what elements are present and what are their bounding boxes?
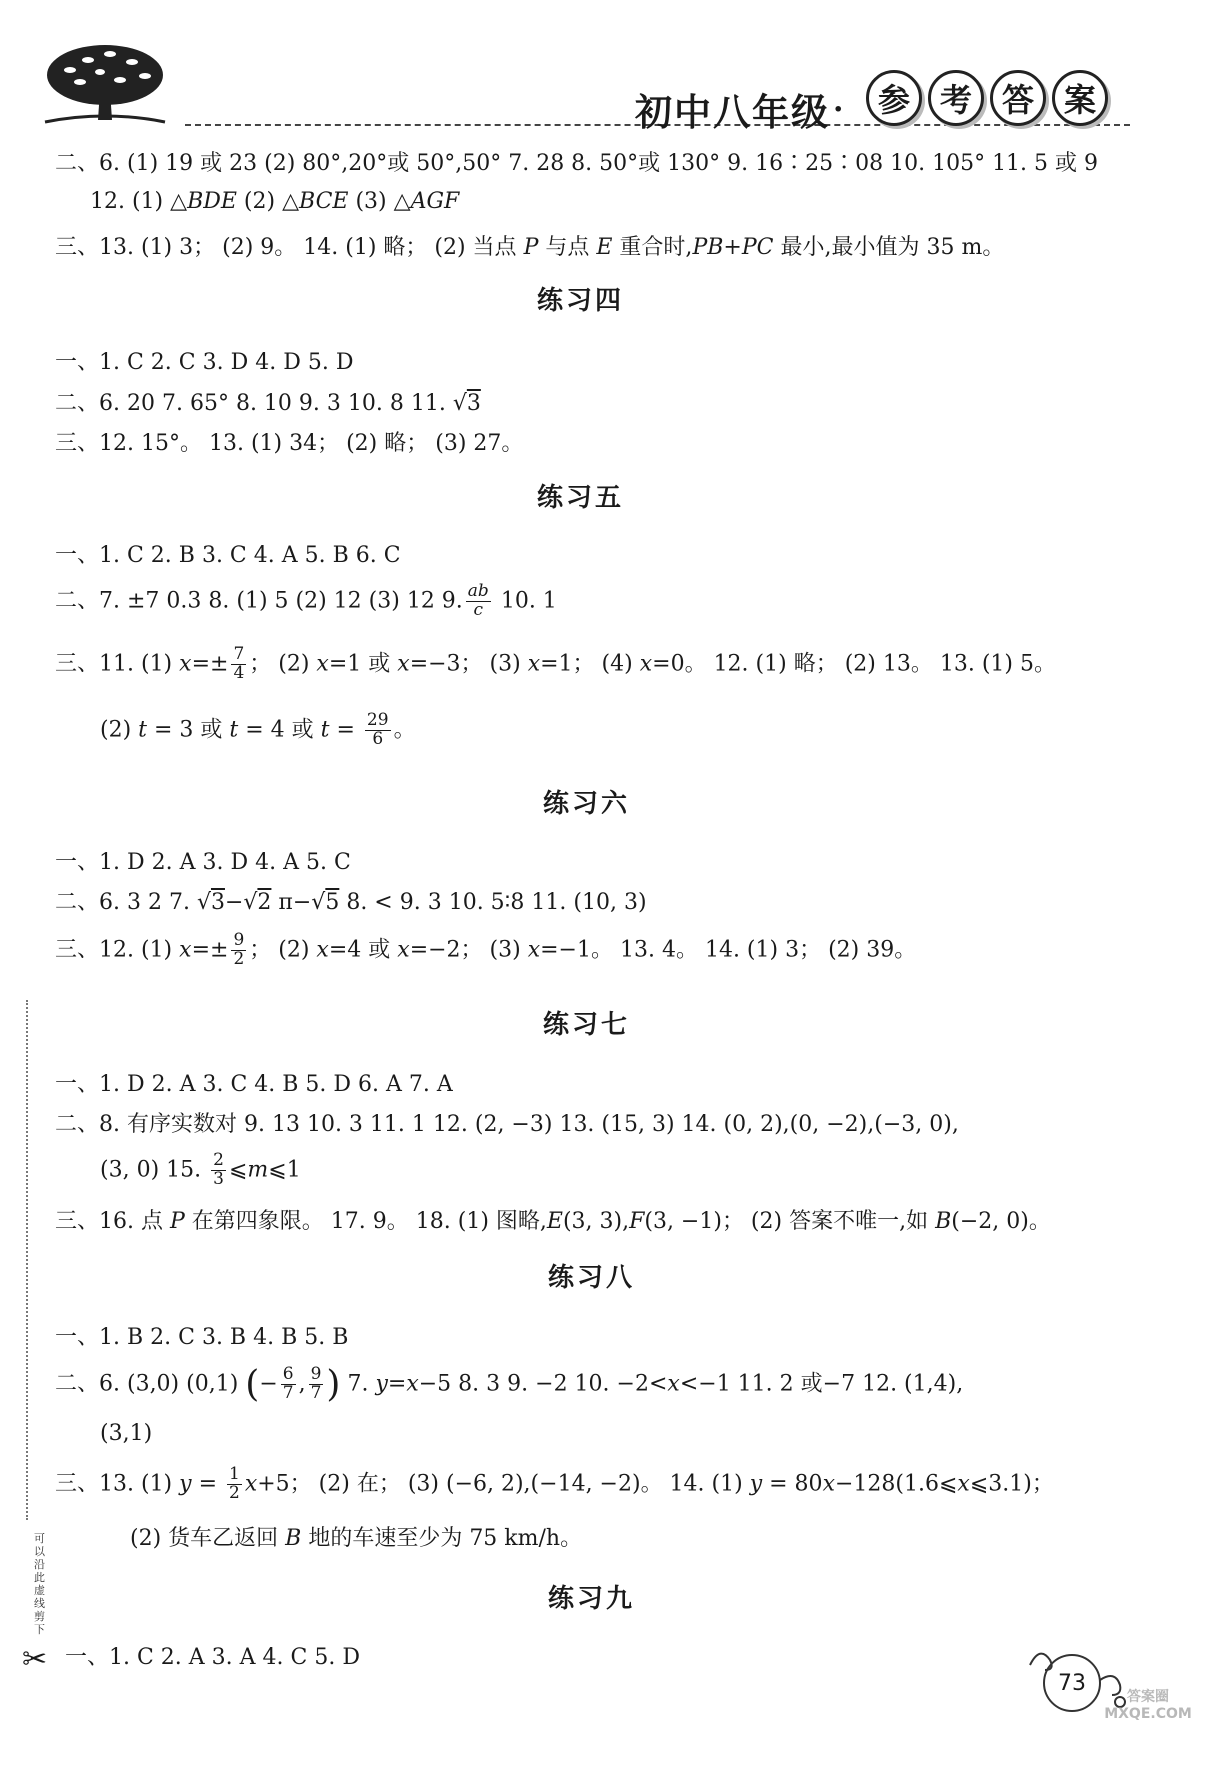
fraction: $\frac{29}{6}$ (366, 710, 389, 749)
answer-line: 三、11. (1) x=± $\frac{7}{4}$ ； (2) x=1 或 x=−3； (3) x=1； (4) x=0。 12. (1) 略； (2) 13。 13. (1) 5。 (55, 644, 1056, 683)
answer-line: 三、16. 点 P 在第四象限。 17. 9。 18. (1) 图略,E(3, 3),F(3, −1)； (2) 答案不唯一,如 B(−2, 0)。 (55, 1209, 1051, 1234)
answer-line: 一、1. C 2. A 3. A 4. C 5. D (65, 1645, 360, 1670)
answer-line: 三、13. (1) 3； (2) 9。 14. (1) 略； (2) 当点 P 与点 E 重合时,PB+PC 最小,最小值为 35 m。 (55, 235, 1005, 260)
fraction: $\frac{2}{3}$ (213, 1150, 224, 1189)
answer-line: 二、6. (1) 19 或 23 (2) 80°,20°或 50°,50° 7. 28 8. 50°或 130° 9. 16∶25∶08 10. 105° 11. 5 或 9 (55, 151, 1099, 176)
answer-line: 一、1. C 2. B 3. C 4. A 5. B 6. C (55, 543, 401, 568)
answer-line: (2) t = 3 或 t = 4 或 t = $\frac{29}{6}$ 。 (100, 710, 416, 749)
badge-char: 案 (1052, 70, 1108, 126)
section-heading: 练习四 (537, 286, 625, 316)
cut-guide-line (26, 1000, 28, 1520)
answer-key-badges (866, 70, 1108, 126)
answer-line: 二、6. 3 2 7. √3−√2 π−√5 8. < 9. 3 10. 5∶8 11. (10, 3) (55, 890, 647, 915)
section-heading: 练习八 (548, 1263, 636, 1293)
cut-note: 可以沿此虚线剪下 (34, 1532, 45, 1636)
fraction: $\frac{9}{7}$ (310, 1364, 322, 1403)
badge-char: 答 (990, 70, 1046, 126)
answer-line: (3,1) (100, 1421, 153, 1446)
scissors-icon: ✂ (22, 1642, 48, 1677)
section-heading: 练习九 (548, 1584, 636, 1614)
answer-line: 一、1. D 2. A 3. D 4. A 5. C (55, 850, 351, 875)
answer-line: 三、13. (1) y = $\frac{1}{2}$ x+5； (2) 在； (3) (−6, 2),(−14, −2)。 14. (1) y = 80x−128(1.6⩽x⩽3.1)； (55, 1464, 1054, 1503)
answer-line: 一、1. D 2. A 3. C 4. B 5. D 6. A 7. A (55, 1072, 453, 1097)
grade-title: 初中八年级 (635, 90, 830, 134)
badge-char: 参 (866, 70, 922, 126)
answer-line: (2) 货车乙返回 B 地的车速至少为 75 km/h。 (130, 1526, 583, 1551)
section-heading: 练习六 (543, 789, 631, 819)
badge-char: 考 (928, 70, 984, 126)
answer-line: 二、7. ±7 0.3 8. (1) 5 (2) 12 (3) 12 9. $\frac{ab}{c}$ 10. 1 (55, 581, 557, 620)
answer-line: 三、12. 15°。 13. (1) 34； (2) 略； (3) 27。 (55, 431, 524, 456)
section-heading: 练习七 (543, 1010, 631, 1040)
fraction: $\frac{1}{2}$ (229, 1464, 240, 1503)
answer-line: 一、1. C 2. C 3. D 4. D 5. D (55, 350, 354, 375)
fraction: $\frac{ab}{c}$ (467, 581, 489, 620)
answer-line: 一、1. B 2. C 3. B 4. B 5. B (55, 1325, 349, 1350)
tree-logo-icon (40, 40, 170, 125)
watermark-logo: 答案圈 MXQE.COM (1104, 1689, 1192, 1722)
page-header (0, 0, 1224, 140)
answer-line: 二、8. 有序实数对 9. 13 10. 3 11. 1 12. (2, −3) 13. (15, 3) 14. (0, 2),(0, −2),(−3, 0), (55, 1112, 959, 1137)
answer-line: (3, 0) 15. $\frac{2}{3}$ ⩽m⩽1 (100, 1150, 301, 1189)
title-separator: · (833, 92, 844, 127)
fraction: $\frac{6}{7}$ (282, 1364, 294, 1403)
fraction: $\frac{9}{2}$ (233, 930, 245, 969)
section-heading: 练习五 (537, 483, 625, 513)
answer-line: 12. (1) △BDE (2) △BCE (3) △AGF (90, 189, 460, 214)
page-number: 73 (1043, 1654, 1101, 1712)
fraction: $\frac{7}{4}$ (233, 644, 245, 683)
answer-line: 三、12. (1) x=± $\frac{9}{2}$ ； (2) x=4 或 x=−2； (3) x=−1。 13. 4。 14. (1) 3； (2) 39。 (55, 930, 917, 969)
answer-line: 二、6. (3,0) (0,1) (− $\frac{6}{7}$ , $\frac{9}{7}$ ) 7. y=x−5 8. 3 9. −2 10. −2<x<−1 11. 2 或−7 12. (1,4), (55, 1364, 964, 1405)
answer-line: 二、6. 20 7. 65° 8. 10 9. 3 10. 8 11. √3 (55, 391, 481, 416)
